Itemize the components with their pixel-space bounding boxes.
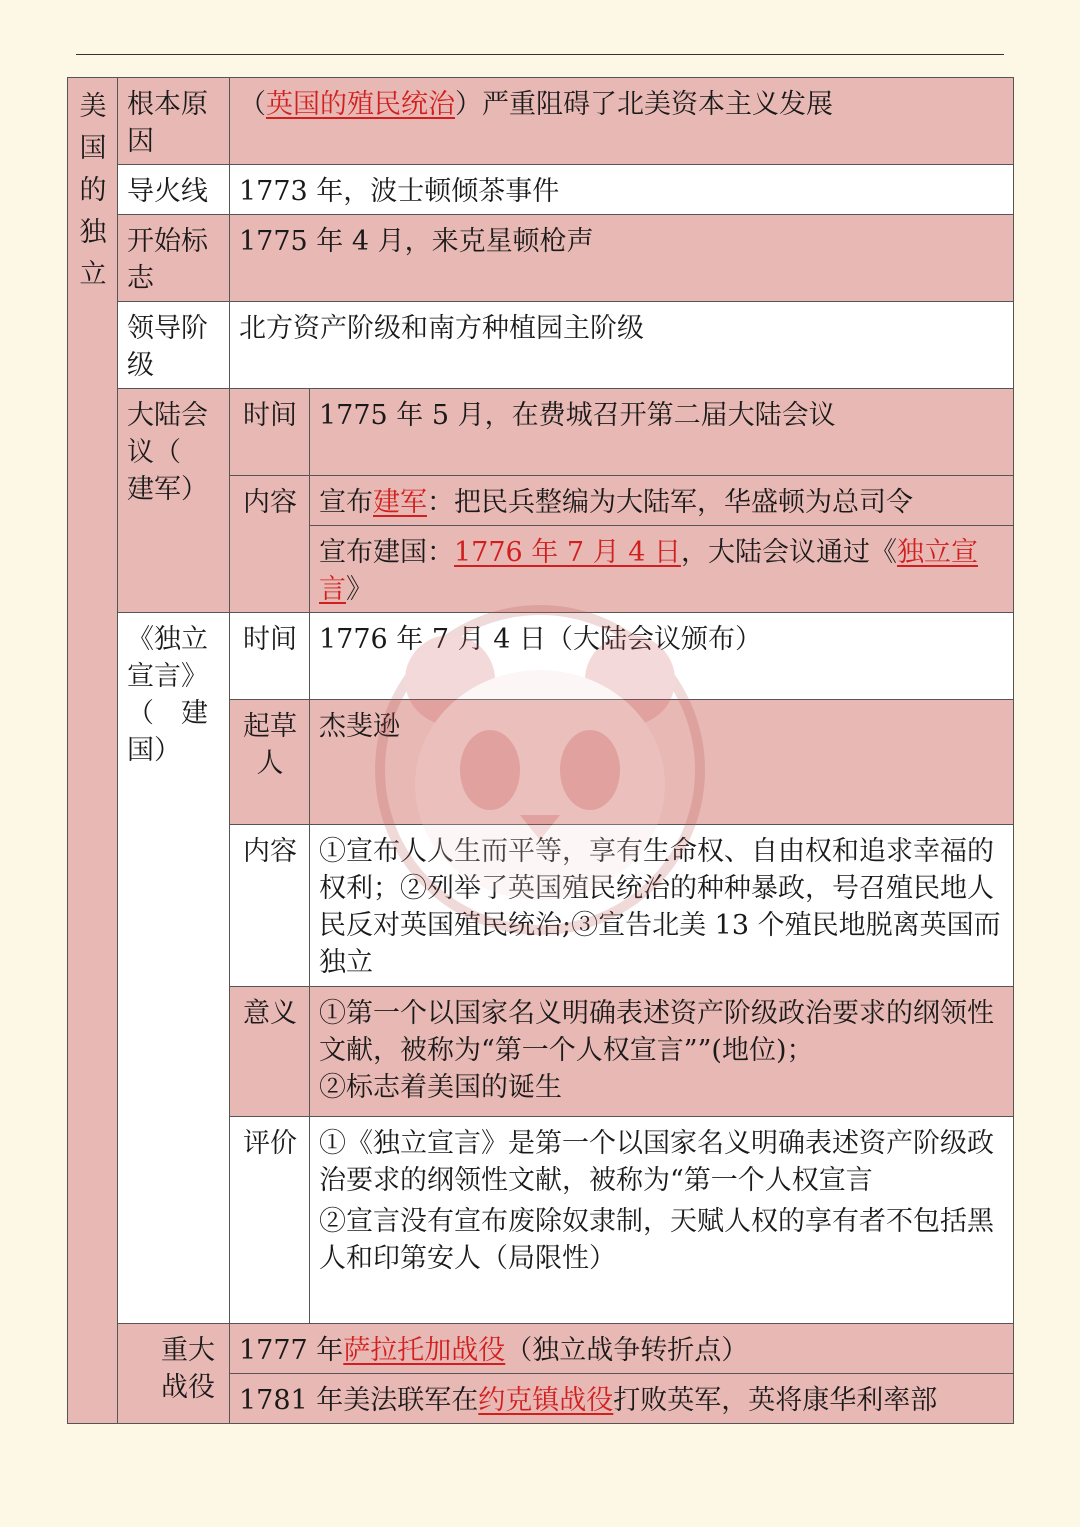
leaders-text: 北方资产阶级和南方种植园主阶级 [230, 302, 1014, 389]
start-label: 开始标志 [118, 215, 230, 302]
declaration-label-text: 《独立宣言》（ 建国） [127, 624, 208, 766]
start-text: 1775 年 4 月，来克星顿枪声 [230, 215, 1014, 302]
battle1-pre: 1777 年 [239, 1335, 344, 1366]
declaration-content-text: ①宣布人人生而平等，享有生命权、自由权和追求幸福的权利；②列举了英国殖民统治的种种暴政，号召殖民地人民反对英国殖民统治;③宣告北美 13 个殖民地脱离英国而独立 [310, 825, 1014, 987]
topic-label: 美国的独立 [79, 91, 107, 290]
congress-army-text [310, 476, 1014, 526]
evaluation-text [310, 1117, 1014, 1324]
drafter-label: 起草人 [230, 700, 310, 825]
army-highlight: 建军 [373, 487, 427, 518]
leaders-label: 领导阶级 [118, 302, 230, 389]
significance-label: 意义 [230, 987, 310, 1117]
cause-rest: ）严重阻碍了北美资本主义发展 [455, 89, 833, 120]
battle2-highlight: 约克镇战役 [478, 1385, 614, 1416]
battle-saratoga [230, 1324, 1014, 1374]
battle1-post: （独立战争转折点） [505, 1335, 749, 1366]
nation-doc-highlight: 独立宣言 [319, 537, 978, 605]
congress-label [118, 389, 230, 613]
declaration-label [118, 613, 230, 1324]
battle1-highlight: 萨拉托加战役 [343, 1335, 506, 1366]
cause-open: （ [239, 89, 266, 120]
congress-content-label: 内容 [230, 476, 310, 613]
congress-time-text: 1775 年 5 月，在费城召开第二届大陆会议 [310, 389, 1014, 476]
battle-yorktown [230, 1374, 1014, 1424]
congress-nation-text [310, 526, 1014, 613]
trigger-text: 1773 年，波士顿倾茶事件 [230, 165, 1014, 215]
declaration-time-label: 时间 [230, 613, 310, 700]
nation-post: 》 [346, 574, 373, 605]
notes-table [67, 77, 1014, 1424]
significance-text [310, 987, 1014, 1117]
drafter-text: 杰斐逊 [310, 700, 1014, 825]
top-rule [76, 54, 1004, 55]
declaration-time-text: 1776 年 7 月 4 日（大陆会议颁布） [310, 613, 1014, 700]
declaration-content-label: 内容 [230, 825, 310, 987]
nation-mid: ，大陆会议通过《 [680, 537, 897, 568]
cause-highlight: 英国的殖民统治 [266, 89, 455, 120]
battles-label [118, 1324, 230, 1424]
evaluation-label: 评价 [230, 1117, 310, 1324]
army-post: ：把民兵整编为大陆军，华盛顿为总司令 [427, 487, 913, 518]
battle2-pre: 1781 年美法联军在 [239, 1385, 479, 1416]
army-pre: 宣布 [319, 487, 373, 518]
congress-time-label: 时间 [230, 389, 310, 476]
trigger-label: 导火线 [118, 165, 230, 215]
significance-line-1: ①第一个以国家名义明确表述资产阶级政治要求的纲领性文献，被称为“第一个人权宣言””(地位)； [319, 998, 994, 1066]
cause-label: 根本原因 [118, 78, 230, 165]
cause-text [230, 78, 1014, 165]
topic-cell [68, 78, 118, 1424]
significance-line-2: ②标志着美国的诞生 [319, 1072, 562, 1103]
battles-label-text: 重大战役 [161, 1335, 215, 1403]
evaluation-line-1: ①《独立宣言》是第一个以国家名义明确表述资产阶级政治要求的纲领性文献，被称为“第一个人权宣言 [319, 1128, 994, 1196]
congress-label-text: 大陆会议（ 建军） [127, 400, 208, 505]
evaluation-line-2: ②宣言没有宣布废除奴隶制，天赋人权的享有者不包括黑人和印第安人（局限性） [319, 1206, 994, 1274]
battle2-post: 打败英军，英将康华利率部 [613, 1385, 938, 1416]
nation-pre: 宣布建国： [319, 537, 454, 568]
nation-date-highlight: 1776 年 7 月 4 日 [454, 537, 681, 568]
